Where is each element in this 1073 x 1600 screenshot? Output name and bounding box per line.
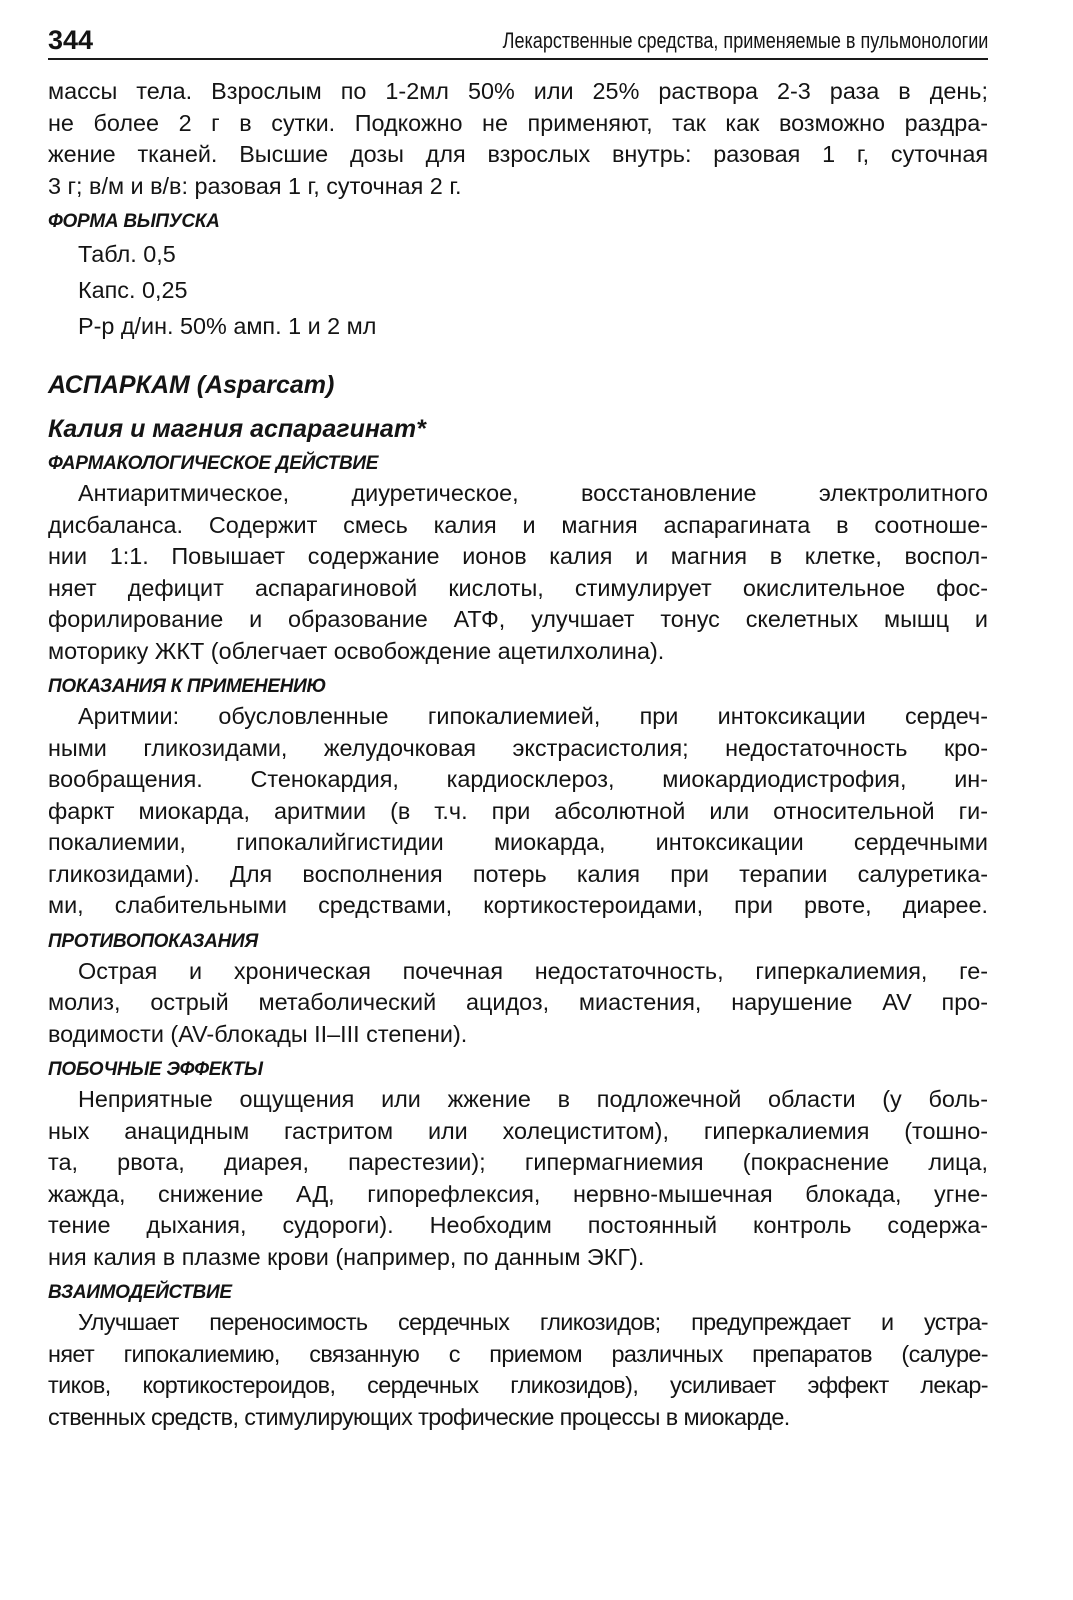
text-line: ния калия в плазме крови (например, по данным ЭКГ). [48, 1243, 645, 1270]
text-line: Неприятные ощущения или жжение в подложечной области (у боль- [78, 1086, 988, 1112]
section-heading-side-effects: ПОБОЧНЫЕ ЭФФЕКТЫ [48, 1059, 263, 1080]
text-line: молиз, острый метаболический ацидоз, миастения, нарушение AV про- [48, 989, 988, 1015]
text-line: дисбаланса. Содержит смесь калия и магния аспарагината в соотноше- [48, 511, 988, 538]
drug-subtitle: Калия и магния аспарагинат* [48, 415, 426, 443]
drug-title: АСПАРКАМ (Asparcam) [48, 371, 335, 399]
text-line: фаркт миокарда, аритмии (в т.ч. при абсолютной или относительной ги- [48, 797, 988, 824]
text-line: вообращения. Стенокардия, кардиосклероз, миокардиодистрофия, ин- [48, 766, 988, 792]
release-form-item: Р-р д/ин. 50% амп. 1 и 2 мл [78, 313, 377, 339]
section-heading-contraindications: ПРОТИВОПОКАЗАНИЯ [48, 930, 258, 952]
release-form-item: Капс. 0,25 [78, 277, 188, 303]
text-line: нии 1:1. Повышает содержание ионов калия и магния в клетке, воспол- [48, 543, 988, 569]
text-line: не более 2 г в сутки. Подкожно не применяют, так как возможно раздра- [48, 109, 988, 136]
text-line: няет дефицит аспарагиновой кислоты, стимулирует окислительное фос- [48, 574, 988, 601]
text-line: та, рвота, диарея, парестезии); гипермагниемия (покраснение лица, [48, 1149, 988, 1175]
document-page [48, 22, 988, 1433]
text-line: Антиаритмическое, диуретическое, восстановление электролитного [78, 480, 988, 506]
release-form-item: Табл. 0,5 [78, 241, 176, 267]
text-line: жажда, снижение АД, гипорефлексия, нервно-мышечная блокада, угне- [48, 1180, 988, 1207]
text-line: жение тканей. Высшие дозы для взрослых внутрь: разовая 1 г, суточная [48, 141, 988, 167]
running-title: Лекарственные средства, применяемые в пульмонологии [502, 28, 988, 53]
text-line: ными гликозидами, желудочковая экстрасистолия; недостаточность кро- [48, 734, 988, 761]
section-paragraph [48, 1084, 988, 1273]
section-paragraph [48, 956, 988, 1051]
text-line: тиков, кортикостероидов, сердечных гликозидов), усиливает эффект лекар- [48, 1372, 988, 1398]
text-line: водимости (AV-блокады II–III степени). [48, 1020, 468, 1047]
release-form-list [48, 236, 988, 344]
text-line: тение дыхания, судороги). Необходим постоянный контроль содержа- [48, 1212, 988, 1238]
section-paragraph [48, 701, 988, 922]
text-line: 3 г; в/м и в/в: разовая 1 г, суточная 2 г. [48, 172, 462, 199]
section-heading-pharmacological-action: ФАРМАКОЛОГИЧЕСКОЕ ДЕЙСТВИЕ [48, 453, 379, 474]
page-header [48, 22, 988, 60]
text-line: ственных средств, стимулирующих трофические процессы в миокарде. [48, 1403, 790, 1430]
text-line: няет гипокалиемию, связанную с приемом различных препаратов (салуре- [48, 1340, 988, 1367]
text-line: Улучшает переносимость сердечных гликозидов; предупреждает и устра- [78, 1309, 988, 1335]
text-line: Острая и хроническая почечная недостаточность, гиперкалиемия, ге- [78, 957, 988, 984]
text-line: покалиемии, гипокалийгистидии миокарда, интоксикации сердечными [48, 829, 988, 855]
text-line: моторику ЖКТ (облегчает освобождение ацетилхолина). [48, 637, 665, 664]
page-number: 344 [48, 25, 94, 55]
section-heading-indications: ПОКАЗАНИЯ К ПРИМЕНЕНИЮ [48, 676, 327, 697]
text-line: ми, слабительными средствами, кортикостероидами, при рвоте, диарее. [48, 892, 988, 918]
section-paragraph [48, 1307, 988, 1433]
text-line: ных анацидным гастритом или холециститом), гиперкалиемия (тошно- [48, 1117, 988, 1144]
text-line: гликозидами). Для восполнения потерь калия при терапии салуретика- [48, 860, 988, 887]
text-line: массы тела. Взрослым по 1-2мл 50% или 25% раствора 2-3 раза в день; [48, 78, 988, 104]
intro-paragraph [48, 76, 988, 202]
section-paragraph [48, 478, 988, 667]
section-heading-interactions: ВЗАИМОДЕЙСТВИЕ [48, 1282, 232, 1303]
section-heading-release-form: ФОРМА ВЫПУСКА [48, 211, 220, 232]
text-line: Аритмии: обусловленные гипокалиемией, при интоксикации сердеч- [78, 703, 988, 729]
text-line: форилирование и образование АТФ, улучшает тонус скелетных мышц и [48, 606, 988, 632]
